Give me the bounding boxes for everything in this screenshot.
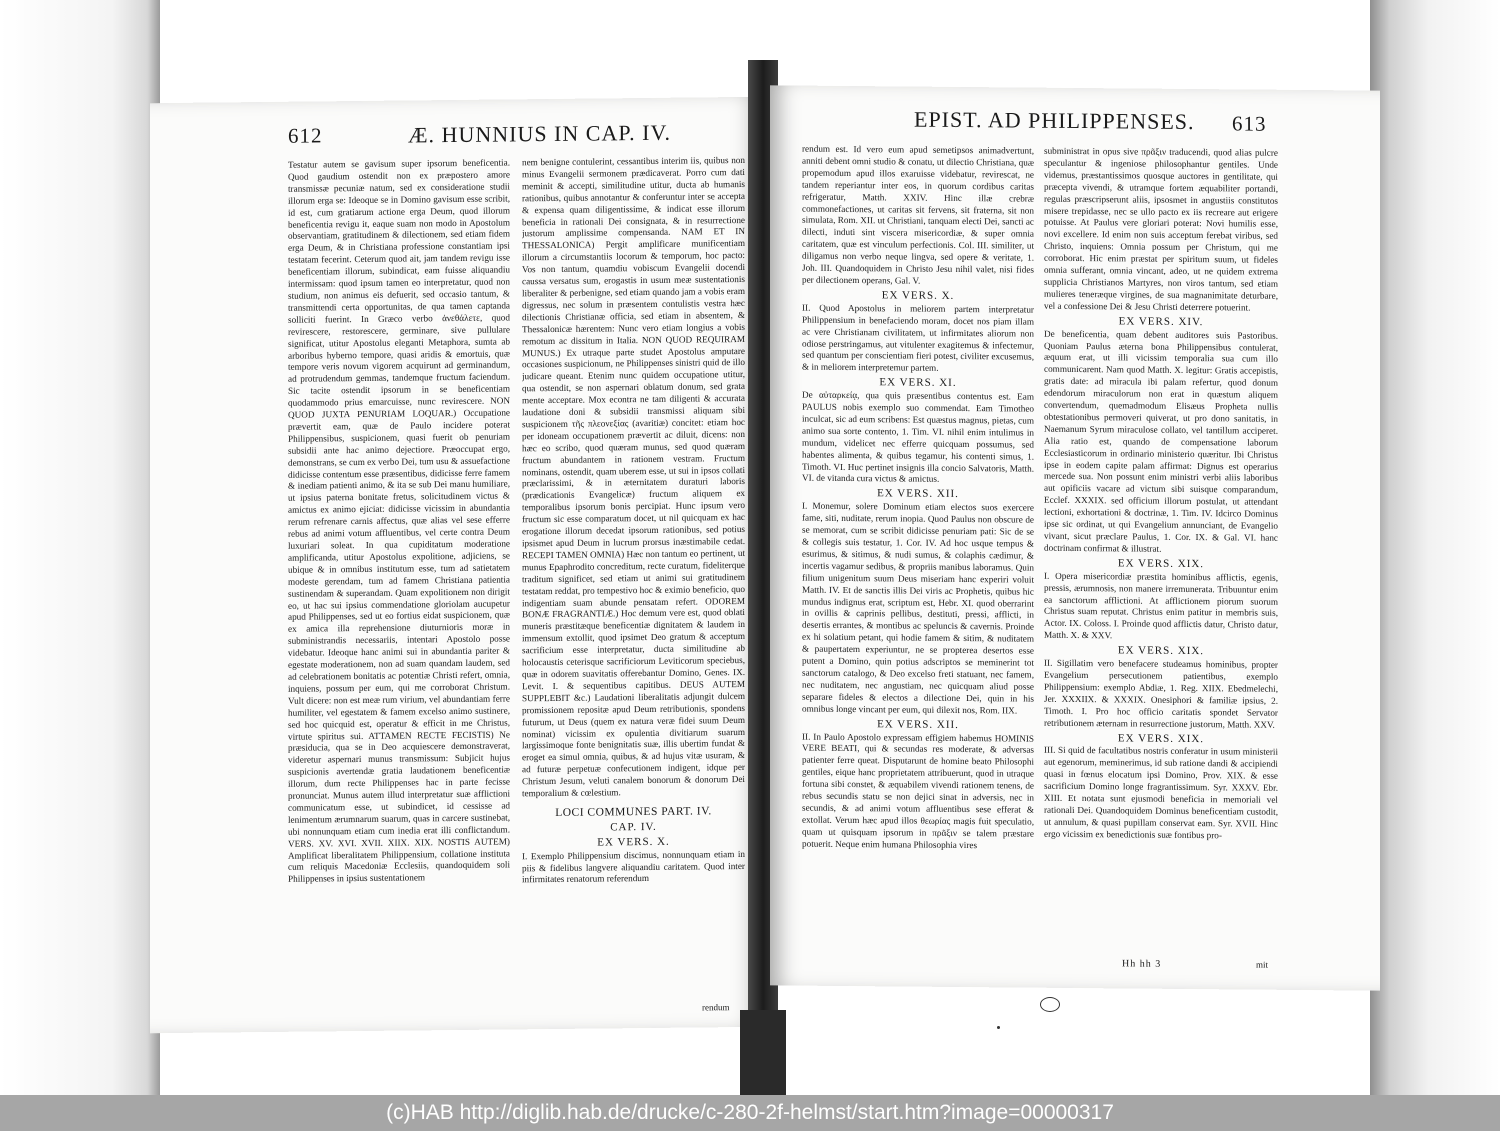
cap-heading: CAP. IV. [610, 820, 657, 834]
section-heading: EX VERS. XII. [877, 717, 959, 731]
left-column-b [522, 155, 745, 1002]
ink-loop-mark [1040, 997, 1060, 1012]
left-col-b-text: nem benigne contulerint, cessantibus interim iis, quibus non minus Evangelii sermonem prædicaverat. Porro cum dati meminit & accepti, similitudine utitur, ducta ab humanis rationibus, quibus annotantur & conferuntur inter se accepta & expensa quam diligentissime, & indicat esse illorum beneficia in rationali Dei consignata, & in resurrectione justorum amplissime compensanda. NAM ET IN THESSALONICA) Pergit amplificare munificentiam illorum a circumstantiis locorum & temporum, hoc pacto: Vos non tantum, quamdiu vobiscum Evangelii docendi caussa versatus sum, erogastis in usum meæ sustentationis liberaliter & perbenigne, sed etiam quando jam a vobis eram digressus, nec solum in præsentem contulistis vestra hæc dilectionis Christianæ officia, sed etiam in absentem, & Thessalonicæ hærentem: Nunc vero etiam longius a vobis remotum ac dissitum in Italia. NON QUOD REQUIRAM MUNUS.) Ex utraque parte studet Apostolus amputare occasiones suspicionum, ne Philippenses sinistri quid de illo judicare queant. Etenim nunc quidem occupatione utitur, qua ostendit, se non aspernari oblatum donum, sed grata mente acceptare. Mox econtra ne tam diligenti & accurata laudatione doni & subsidii transmissi aliquam sibi suspicionem τῆς πλεονεξίας (avaritiæ) concitet: etiam hoc per idoneam occupationem prævertit ac diluit, dicens: non hæc eo scribo, quod quæram munus, sed quod quæram fructum abundantem in rationem vestram. Fructum nominans, ostendit, quam uberem esse, ut sui in ipsos collati præclarissimi, & in æternitatem duraturi laboris (prædicationis Evangelicæ) fructum aliquem ex temporalibus ipsorum bonis percipiat. Hunc ipsum vero fructum sic esse comparatum docet, ut nil quicquam ex hac erogatione illorum decedat ipsorum rationibus, sed potius ipsismet apud Deum in lucrum prorsus inæstimabile cedat. RECEPI TAMEN OMNIA) Hæc non tantum eo pertinent, ut munus Epaphrodito concreditum, recte curatum, fideliterque traditum significet, sed etiam ut animi sui gratitudinem testatam reddat, pro tempestivo hoc & eximio beneficio, quo indigentiam suam abunde pensatam refert. ODOREM BONÆ FRAGRANTIÆ.) Hoc demum vere est, quod oblati muneris præstitæque beneficentiæ dignitatem & laudem in immensum extollit, quod ipsimet Deo gratum & acceptum sacrificium esse interpretatur, ducta similitudine ab holocaustis ceterisque sacrificiorum Leviticorum speciebus, quæ in odorem suavitatis offerebantur Domino, Genes. IX. Levit. I. & sequentibus capitibus. DEUS AUTEM SUPPLEBIT &c.) Laudationi liberalitatis adjungit dulcem promissionem repositæ apud Deum retributionis, spondens futurum, ut Deus (quem ex natura veræ fidei suum Deum nominat) vicissim ex opulentia divitiarum suarum largissimoque fonte benignitatis suæ, illis ubertim fundat & eroget ea simul omnia, quibus, & ad hujus vitæ usuram, & ad futuræ perpetuæ confecutionem indigent, idque per Christum Jesum, veluti canalem bonorum & donorum Dei temporalium & cœlestium. [522, 154, 745, 799]
section-heading: EX VERS. X. [881, 289, 955, 302]
left-page-number: 612 [288, 123, 323, 148]
right-col-a-intro: rendum est. Id vero eum apud semetipsos animadvertunt, anniti debent omni studio & conatu, ut dilectio Christiana, quæ propemodum apud illos exaruisse videbatur, revirescat, ne tandem reperiantur inter eos, in quorum cordibus caritas refrigeratur, Matth. XXIV. Hinc illæ crebræ commonefactiones, ut caritas sit fervens, sit fraterna, sit non simulata, Rom. XII. ut Christiani, tanquam electi Dei, sancti ac dilecti, induti sint viscera misericordiæ, & super omnia caritatem, quæ est vinculum perfectionis. Col. III. similiter, ut diligamus non verbo neque lingva, sed opere & veritate, 1. Joh. III. Quandoquidem in Christo Jesu nihil valet, nisi fides per dilectionem operans, Gal. V. [802, 143, 1034, 286]
right-page-header [770, 105, 1380, 144]
left-page-header [150, 117, 762, 157]
left-page [150, 97, 762, 1033]
section-text: I. Opera misericordiæ præstita hominibus afflictis, egenis, pressis, ærumnosis, non manere irremunerata. Tribuuntur enim ea sanctorum afflictioni. At afflictionem piorum suorum Christus suam reputat. Christus enim patitur in membris suis, Actor. IX. Coloss. I. Proinde quod afflictis datur, Christo datur, Matth. X. & XXV. [1044, 570, 1278, 641]
left-catchword: rendum [702, 1002, 730, 1013]
right-catchword: mit [1256, 959, 1269, 970]
section-text: III. Si quid de facultatibus nostris conferatur in usum ministerii aut egenorum, meminerimus, id sub ratione dandi & accipiendi quasi in fœnus elocatum ipsi Domino, Prov. XIX. & esse sacrificium Domino longe fragrantissimum. Syr. XXXV. Ebr. XIII. Et notata sunt ejusmodi beneficia in memoriali vel rationali Dei. Quandoquidem Dominus beneficentiam custodit, ut annulum, & quasi pupillam conservat eam. Syr. XVII. Hinc ergo vicissim ex benedictionis suæ fontibus pro- [1044, 745, 1278, 841]
section-text: II. Quod Apostolus in meliorem partem interpretatur Philippensium in benefaciendo moram, docet nos piam illam ac vere Christianam civilitatem, ut infirmitates aliorum non odiose perstringamus, aut vitulenter exagitemus & infectemur, sed quantum per conscientiam fieri potest, civiliter excusemus, & in meliorem interpretemur partem. [802, 302, 1034, 374]
ink-dot-mark [997, 1026, 1000, 1029]
left-running-head: Æ. HUNNIUS IN CAP. IV. [408, 119, 672, 148]
section-heading: EX VERS. XI. [879, 376, 957, 390]
vers-heading: EX VERS. X. [597, 835, 670, 849]
book-spine-base [740, 1010, 786, 1095]
section-text: I. Monemur, solere Dominum etiam electos suos exercere fame, siti, nuditate, rerum inopia. Quod Paulus non obscure de se memorat, cum se scribit didicisse penuriam pati: Sic de se & collegis suis testatur, 1. Cor. IV. Ad hoc usque tempus & esurimus, & sitimus, & nudi sumus, & colaphis cædimur, & incertis vagamur sedibus, & propriis manibus laboramus. Quin filium unigenitum suum Deus miseriam hanc experiri voluit Matth. IV. Et de sanctis illis Dei viris ac Prophetis, quibus hic mundus indignus erat, scriptum est, Hebr. XI. quod oberrarint in ovillis & caprinis pellibus, destituti, pressi, afflicti, in desertis errantes, & montibus ac speluncis & cavernis. Proinde ex hi solatium petant, qui hodie famem & sitim, & nuditatem & paupertatem experiuntur, ne se propterea desertos esse putent a Domino, quin potius adscriptos se meminerint tot sanctorum catalogo, & Deo excelso freti statuant, nec famem, nec nuditatem, nec angustiam, nec quicquam aliud posse separare fideles & electos a dilectione Dei, quin in his omnibus longe vincant per eum, qui dilexit nos, Rom. IIX. [802, 500, 1034, 716]
right-page [770, 85, 1380, 990]
right-col-b-intro: subministrat in opus sive πρᾶξιν traducendi, quod alias pulcre speculantur & ingeniose philosophantur gentiles. Unde videmus, præstantissimos quosque auctores in gentilitate, qui præcepta vivendi, & utramque fortem æquabiliter portandi, regulas præscripserunt aliis, ipsosmet in angustiis constitutos misere trepidasse, nec se ullo pacto ex iis recreare aut erigere potuisse. At Paulus vere gloriari poterat: Novi humilis esse, novi excellere. Id enim non suis acceptum ferebat viribus, sed Christo, inquiens: Omnia possum per Christum, qui me corroborat. Hic enim præstat per spiritum suum, ut fideles omnia sufferant, omnia vincant, adeo, ut ne quidem extrema supplicia Christianos Martyres, non viros tantum, sed etiam mulieres teneræque virgines, de sua magnanimitate deturbare, vel a confessione Dei & Jesu Christi deterrere potuerint. [1044, 145, 1278, 313]
right-column-a [802, 144, 1034, 966]
right-running-head: EPIST. AD PHILIPPENSES. [914, 106, 1195, 135]
attribution-footer [0, 1095, 1500, 1131]
left-col-a-text: Testatur autem se gavisum super ipsorum beneficentia. Quod gaudium ostendit non ex præpostero amore transmissæ pecuniæ natum, sed ex consideratione studii illorum erga se: Ideoque se in Domino gavisum esse scribit, id est, cum gratiarum actione erga Deum, quod illorum beneficentia revigu it, eaque suam non modo in Apostolum observantiam, gratitudinem & dilectionem, sed etiam fidem erga Deum, & in Christiana professione constantiam ipsi testatam fecerint. Ceterum quod ait, jam tandem revigu isse beneficentiam illorum, subindicat, eam fuisse aliquandiu intermissam: quod ipsum tamen eo interpretatur, quod non studium, non animus eis defuerit, sed occasio tantum, & transmittendi certa opportunitas, de qua tamen captanda solliciti fuerint. In Græco verbo ἀνεθάλετε, quod revirescere, restorescere, germinare, sive pullulare significat, utitur Apostolus eleganti Metaphora, sumta ab arboribus hyberno tempore, quasi aridis & emortuis, quæ tempore veris novum vigorem acquirunt ad germinandum, ad protrudendum gemmas, tandemque fructum faciendum. Sic tacite ostendit ipsorum in se beneficentiam quodammodo prius emarcuisse, nunc revirescere. NON QUOD JUXTA PENURIAM LOQUAR.) Occupatione prævertit eam, quæ de Paulo incidere poterat Philippensibus, suspicionem, quasi fuerit ob penuriam subsidii ante hac animo dejectiore. Præoccupat ergo, demonstrans, se cum ex verbo Dei, tum usu & assuefactione didicisse contentum esse præsentibus, didicisse ferre famem & inediam patienti animo, & ita se sub Dei manu humiliare, ut ipsius paterna bonitate fretus, solicitudinem victus & amictus ex animo ejiciat: didicisse vicissim in abundantia rerum refrenare carnis affectus, quæ alias vel sese efferre rebus ad animi votum affluentibus, vel certe contra Deum luxuriari soleat. In qua cupiditatum moderatione amplificanda, utitur Apostolus expolitione, adjiciens, se ubique & in omnibus institutum esse, tum ad satietatem modeste gerendam, tum ad famem Christiana patientia sustinendam & superandam. Quam expolitionem non dirigit eo, ut hac sui ipsius commendatione gloriolam aucupetur apud Philippenses, sed ut eo fortius eidat suspicionem, quæ ex amica illa reprehensione diuturnioris moræ in subministrandis necessariis, intentari Apostolo posse videbatur. Ideoque hanc animi sui in abundantia pariter & egestate moderationem, non ad suam quandam laudem, sed ad celebrationem bonitatis ac potentiæ Christi refert, omnia, inquiens, possum per eum, qui me corroborat Christum. Vult dicere: non est meæ rum virium, vel abundantiam ferre humiliter, vel egestatem & famem excelso animo sustinere, sed hoc quicquid est, operatur & efficit in me Christus, virtute spiritus sui. ATTAMEN RECTE FECISTIS) Ne præsiducia, qua se in Deo acquiescere demonstraverat, videretur aspernari munus transmissum: Subjicit hujus suspicionis avertendæ gratia laudationem beneficentiæ illorum, dum recte Philippenses hac in parte fecisse pronunciat. Munus autem illud interpretatur suæ afflictioni communicatum esse, ut subindicet, id cessisse ad lenimentum ærumnarum suarum, quas in carcere sustinebat, ubi nonnunquam etiam cum inedia erat illi conflictandum. VERS. XV. XVI. XVII. XIIX. XIX. NOSTIS AUTEM) Amplificat liberalitatem Philippensium, collatione instituta cum reliquis Macedoniæ Ecclesiis, quandoquidem soli Philippenses in ipsius sustentationem [288, 157, 510, 885]
section-heading: EX VERS. XIX. [1117, 731, 1205, 745]
scan-edge-right [1370, 0, 1500, 1095]
section-text: II. In Paulo Apostolo expressam effigiem habemus HOMINIS VERE BEATI, qui & secundas res moderate, & adversas patienter ferre queat. Disputarunt de homine beato Philosophi gentiles, eique hanc proprietatem attribuerunt, quod in utraque fortuna sibi constet, & æquabilem vivendi rationem tenens, de rebus secundis statu se non dejici sinat in adversis, nec in secundis, & ad animi votum affluentibus sese efferat & extollat. Verum hæc apud illos θεωρίας magis fuit speculatio, quam ut quisquam ipsorum in πρᾶξιν se talem præstare potuerit. Neque enim humana Philosophia vires [802, 731, 1034, 850]
attribution-text: (c)HAB http://diglib.hab.de/drucke/c-280-2f-helmst/start.htm?image=00000317 [386, 1101, 1114, 1124]
signature-mark: Hh hh 3 [1122, 958, 1162, 970]
section-heading: EX VERS. XII. [877, 487, 959, 501]
left-column-a [288, 157, 510, 1004]
right-page-number: 613 [1232, 111, 1267, 136]
loci-text: I. Exemplo Philippensium discimus, nonnunquam etiam in piis & fidelibus langvere aliquandiu caritatem. Quod inter infirmitates renatorum referendum [522, 848, 745, 885]
section-heading: EX VERS. XIV. [1118, 315, 1204, 328]
right-column-b [1044, 146, 1278, 968]
section-text: De beneficentia, quam debent auditores suis Pastoribus. Quoniam Paulus æterna bona Philippensibus contulerat, æquum erat, ut illi vicissim temporalia sua cum illo communicarent. Nam quod Matth. X. legitur: Gratis accepistis, gratis date: ad miracula ibi palam refertur, quod donum edendorum miraculorum non erat in quæstum aliquem convertendum, quemadmodum Elisæus Propheta nullis obtestationibus permoveri quiverat, ut pro dono sanitatis, in Naemanum Syrum miraculose collato, vel tantillum acciperet. Alia ratio est, quando de compensatione laborum Ecclesiasticorum in ordinario ministerio quæritur. Ibi Christus ipse in eodem capite palam affirmat: Dignus est operarius mercede sua. Non possunt enim ministri verbi aliis laboribus aut opificiis vacare ad victum sibi suisque comparandum, Ecclef. XXXIX. sed officium illorum postulat, ut attendant lectioni, exhortationi & doctrinæ, 1. Tim. IV. Idcirco Dominus ipse sic ordinat, ut qui Evangelium annunciant, de Evangelio vivant, sicut præclare Paulus, 1. Cor. IX. & Gal. VI. hanc doctrinam confirmat & illustrat. [1044, 328, 1278, 554]
section-text: II. Sigillatim vero benefacere studeamus hominibus, propter Evangelium persecutionem patientibus, exemplo Philippensium: exemplo Abdiæ, 1. Reg. XIIX. Ebedmelechi, Jer. XXXIIX. & XXXIX. Onesiphori & familiæ ipsius, 2. Timoth. I. Pro hoc officio caritatis spondet Servator retributionem æternam in resurrectione justorum, Matth. XXV. [1044, 657, 1278, 730]
section-heading: EX VERS. XIX. [1117, 557, 1205, 570]
loci-communes-heading: LOCI COMMUNES PART. IV. [555, 805, 712, 819]
section-heading: EX VERS. XIX. [1117, 644, 1205, 658]
scan-edge-left [0, 0, 160, 1095]
section-text: De αὐταρκείᾳ, qua quis præsentibus contentus est. Eam PAULUS nobis exemplo suo commendat. Eam Timotheo inculcat, sic ad eum scribens: Est quæstus magnus, pietas, cum animo sua sorte contento, 1. Tim. VI. nihil enim intulimus in mundum, videlicet nec efferre quicquam possumus, sed habentes alimenta, & quibus tegamur, his contenti simus, 1. Timoth. VI. Huc pertinet insignis illa concio Salvatoris, Matth. VI. de vitanda cura victus & amictus. [802, 389, 1034, 485]
